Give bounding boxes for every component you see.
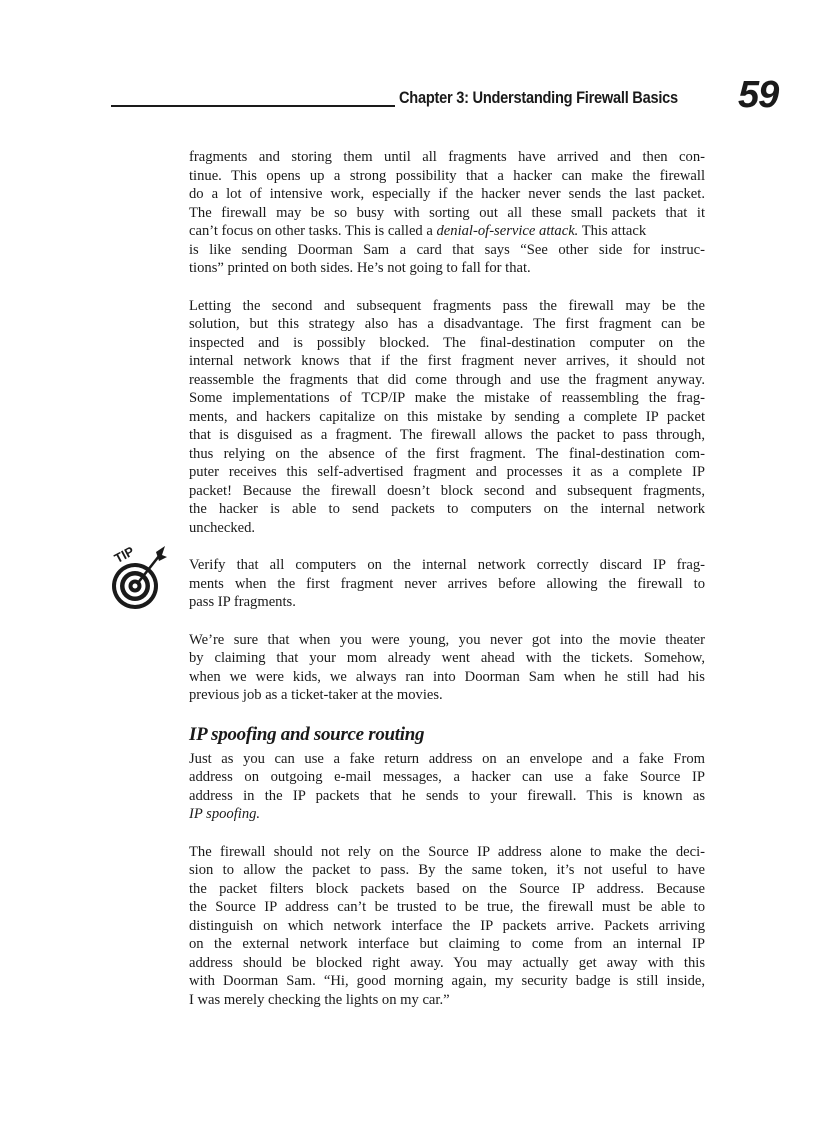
term-denial-of-service: denial-of-service attack. [436, 223, 579, 239]
term-ip-spoofing: IP spoofing. [189, 806, 261, 822]
text-line: internal network knows that if the first fragment never arrives, it should not [189, 353, 705, 369]
text-line: fragments and storing them until all fragments have arrived and then con- [189, 149, 705, 165]
chapter-title: Chapter 3: Understanding Firewall Basics [399, 88, 678, 107]
paragraph-subsequent-fragments [189, 297, 705, 538]
text-line: when we were kids, we always ran into Doorman Sam when he still had his [189, 668, 705, 685]
paragraph-movie-theater [189, 631, 705, 705]
text-line: that is disguised as a fragment. The firewall allows the packet to pass through, [189, 427, 705, 443]
text-line: the hacker is able to send packets to computers on the internal network [189, 501, 705, 517]
text-line: previous job as a ticket-taker at the movies. [189, 687, 443, 703]
text-line: address should be blocked right away. You may actually get away with this [189, 954, 705, 971]
page-number: 59 [738, 74, 779, 116]
text-line: pass IP fragments. [189, 594, 296, 610]
text-line: reassemble the fragments that did come through and use the fragment anyway. [189, 371, 705, 388]
text-line: by claiming that your mom already went ahead with the tickets. Somehow, [189, 650, 705, 666]
text-line: unchecked. [189, 519, 256, 536]
paragraph-fake-address [189, 750, 705, 824]
text-line: thus relying on the absence of the first fragment. The final-destination com- [189, 445, 705, 462]
text-line: ments when the first fragment never arrives before allowing the firewall to [189, 575, 705, 592]
tip-label: TIP [111, 543, 137, 567]
text-line: puter receives this self-advertised fragment and processes it as a complete IP [189, 464, 705, 480]
text-line: address in the IP packets that he sends to your firewall. This is known as [189, 787, 705, 804]
text-line: ments, and hackers capitalize on this mistake by sending a complete IP packet [189, 408, 705, 425]
text-line: with Doorman Sam. “Hi, good morning again, my security badge is still inside, [189, 973, 705, 989]
text-line: The firewall may be so busy with sorting out all these small packets that it [189, 204, 705, 221]
text-line [189, 805, 705, 824]
text-line: Letting the second and subsequent fragments pass the firewall may be the [189, 297, 705, 314]
text-line: the Source IP address can’t be trusted to be true, the firewall must be able to [189, 899, 705, 915]
text-line: Some implementations of TCP/IP make the mistake of reassembling the frag- [189, 390, 705, 406]
paragraph-source-ip [189, 843, 705, 1010]
text-run: can’t focus on other tasks. This is called a [189, 223, 437, 239]
section-heading-ip-spoofing: IP spoofing and source routing [189, 723, 425, 745]
header-rule [111, 105, 395, 107]
text-line: tions” printed on both sides. He’s not going to fall for that. [189, 260, 531, 276]
text-line [189, 222, 705, 241]
text-line: I was merely checking the lights on my car.” [189, 991, 450, 1008]
text-line: packet! Because the firewall doesn’t block second and subsequent fragments, [189, 482, 705, 499]
paragraph-fragments [189, 148, 705, 278]
text-line: Just as you can use a fake return address on an envelope and a fake From [189, 750, 705, 767]
text-line: solution, but this strategy also has a disadvantage. The first fragment can be [189, 316, 705, 332]
text-line: the packet filters block packets based on the Source IP address. Because [189, 880, 705, 897]
text-line: tinue. This opens up a strong possibility that a hacker can make the firewall [189, 167, 705, 184]
text-line: do a lot of intensive work, especially if the hacker never sends the last packet. [189, 186, 705, 202]
text-line: address on outgoing e-mail messages, a hacker can use a fake Source IP [189, 769, 705, 785]
text-line: We’re sure that when you were young, you never got into the movie theater [189, 631, 705, 648]
text-run: This attack [578, 223, 647, 239]
text-line: The firewall should not rely on the Source IP address alone to make the deci- [189, 843, 705, 860]
text-line: sion to allow the packet to pass. By the same token, it’s not useful to have [189, 862, 705, 878]
text-line: is like sending Doorman Sam a card that says “See other side for instruc- [189, 241, 705, 258]
text-line: Verify that all computers on the internal network correctly discard IP frag- [189, 557, 705, 573]
text-line: on the external network interface but claiming to come from an internal IP [189, 936, 705, 952]
body-text [189, 148, 705, 1028]
text-line: inspected and is possibly blocked. The final-destination computer on the [189, 334, 705, 351]
text-line: distinguish on which network interface the IP packets arrive. Packets arriving [189, 917, 705, 934]
tip-paragraph [189, 556, 705, 612]
tip-target-icon [107, 542, 171, 612]
